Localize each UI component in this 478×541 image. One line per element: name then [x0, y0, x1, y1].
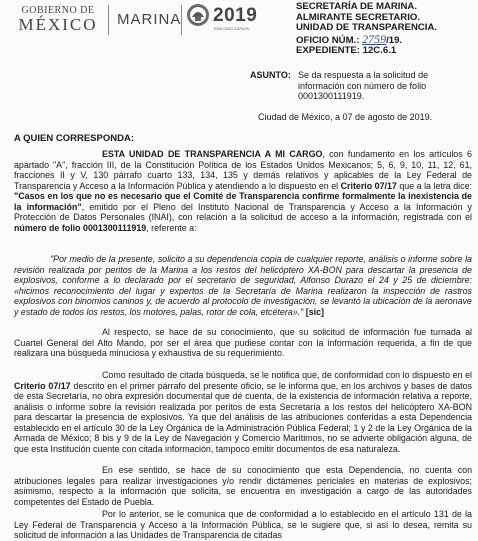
header-line3: UNIDAD DE TRANSPARENCIA. [296, 22, 438, 34]
p1-text-3: , emitido por el Pleno del Instituto Nacional de Transparencia y Acceso a la Información y Protección de Datos Personales (INAI), con relación a la solicitud de acceso a la información, registrada con el [14, 201, 472, 223]
p1-criterio-title: "Casos en los que no es necesario que el Comité de Transparencia confirme formalmente la inexistencia de la información" [14, 191, 472, 212]
oficio-number: 2759 [362, 31, 387, 46]
divider [108, 5, 109, 35]
p3-text-2: descrito en el primer párrafo del presente oficio, se le informa que, en los archivos y bases de datos de esta Secretaría, no obra expresión documental que dé cuenta, de la existencia de información relativa a reporte, análisis o informe sobre la revisión realizada por peritos de esta Secretaría a los restos del helicóptero XA-BON para descartar la presencia de explosivos. Ya que del análisis de las atribuciones conferidas a esta Dependencia establecido en el artículo 30 de la Ley Orgánica de la Administración Pública Federal; 1 y 2 de la Ley Orgánica de la Armada de México; 8 bis y 9 de la Ley de Navegación y Comercio Marítimos, no se advierte obligación alguna, de que esta Institución cuente con citada información, tampoco emitir documentos de esa naturaleza. [14, 380, 472, 454]
p3-criterio: Criterio 07/17 [14, 380, 71, 391]
p3-text-1: Como resultado de citada búsqueda, se le notifica que, de conformidad con lo dispuesto en el [102, 370, 472, 380]
paragraph-5 [14, 509, 472, 541]
paragraph-4 [14, 465, 472, 507]
header-line1: SECRETARÍA DE MARINA. [296, 1, 417, 12]
marina-logo: MARINA [117, 11, 182, 28]
p2-text: Al respecto, se hace de su conocimiento, que su solicitud de información fue turnada al Cuartel General del Alto Mando, por ser el área que pudiese contar con la información requerida, a fin de que realizara una búsqueda minuciosa y exhaustiva de su requerimiento. [14, 327, 472, 359]
divider [181, 5, 182, 35]
paragraph-1 [14, 149, 472, 233]
gov-line1: GOBIERNO DE [21, 5, 95, 16]
emiliano-zapata-emblem-icon [186, 3, 210, 27]
date-line: Ciudad de México, a 07 de agosto de 2019. [258, 112, 433, 122]
oficio-label: OFICIO NÚM.: [296, 34, 360, 46]
gov-line2: MÉXICO [18, 15, 98, 34]
paragraph-2 [14, 327, 472, 359]
header-line2: ALMIRANTE SECRETARIO. [296, 11, 421, 23]
p1-text-1: , con fundamento en los artículos 6 apartado "A", fracción III, de la Constitución Política de los Estados Unidos Mexicanos; 5, 6, 9, 10, 11, 12, 61, fracciones II y V, 130 párrafo cuarto 133, 134, 135 y demás relativos y aplicables de la Ley Federal de Transparencia y Acceso a la Información Pública y atendiendo a lo dispuesto en el [14, 149, 472, 191]
greeting: A QUIEN CORRESPONDA: [14, 133, 134, 144]
p1-lead: ESTA UNIDAD DE TRANSPARENCIA A MI CARGO [102, 149, 323, 159]
office-header [296, 2, 437, 57]
gobierno-de-mexico-logo [8, 6, 108, 33]
p5-text: Por lo anterior, se le comunica que de conformidad a lo establecido en el artículo 131 de la Ley Federal de Transparencia y Acceso a la Información Pública, se le sugiere que, si así lo desea, remita su solicitud de información a las Unidades de Transparencia de citadas [14, 509, 472, 541]
request-quote [14, 254, 472, 317]
quote-sic: [sic] [305, 306, 324, 317]
oficio-year: /19. [386, 34, 403, 46]
asunto-label: ASUNTO: [250, 70, 291, 80]
expediente: EXPEDIENTE: 12C.6.1 [296, 45, 397, 57]
p4-text: En ese sentido, se hace de su conocimiento que esta Dependencia, no cuenta con atribuciones legales para realizar investigaciones y/o rendir dictámenes periciales en materias de explosivos; asimismo, respecto a la información que solicita, se encuentra en investigación a cargo de las autoridades competentes del Estado de Puebla. [14, 465, 472, 507]
p1-text-4: , referente a: [146, 222, 197, 233]
asunto-text: Se da respuesta a la solicitud de información con número de folio 0001300111919. [298, 70, 429, 102]
p1-criterio: Criterio 07/17 [340, 180, 397, 191]
quote-text: "Por medio de la presente, solicito a su dependencia copia de cualquier reporte, análisis o informe sobre la revisión realizada por peritos de la Marina a los restos del helicóptero XA-BON para descartar la presencia de explosivos, conforme a lo declarado por el secretario de seguridad, Alfonso Durazo el 24 y 25 de diciembre: «hicimos reconocimiento del lugar y expertos de la Secretaría de Marina realizaron la inspección de rastros explosivos con binomios caninos y, de acuerdo al protocolo de investigación, se levantó la ubicación de la aeronave y estado de todos los restos, los motores, palas, rotor de cola, etcétera»." [14, 254, 472, 317]
paragraph-3 [14, 370, 472, 454]
p1-folio: número de folio 0001300111919 [14, 222, 147, 233]
year-subtitle: EMILIANO ZAPATA [214, 26, 249, 31]
p1-text-2: que a la letra dice: [396, 180, 472, 191]
year-logo: 2019 [213, 5, 258, 26]
